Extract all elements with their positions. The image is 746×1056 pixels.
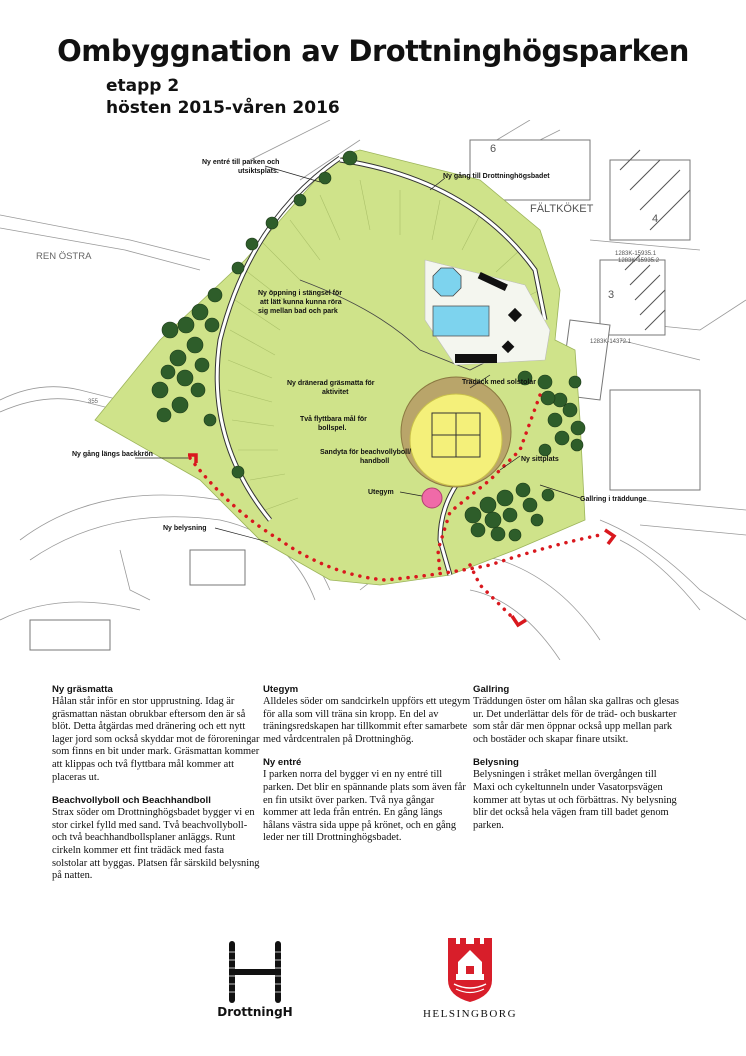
body-entre: I parken norra del bygger vi en ny entré till parken. Det blir en spännande plats som även får en fin utsikt över parken. Två nya gångar kommer att leda från entrén. En gång längs hålans västra sida uppe på krönet, och en gång leder ner till Drottninghögsbadet. [263, 769, 466, 844]
label-ny-gang-badet: Ny gång till Drottninghögsbadet [443, 173, 550, 180]
base-prop1: 1283K-15935.1 [615, 251, 657, 257]
label-oppning-2: att lätt kunna kunna röra [260, 299, 342, 306]
base-num3: 3 [608, 289, 615, 301]
label-oppning-3: sig mellan bad och park [258, 308, 338, 315]
label-sittplats: Ny sittplats [521, 456, 559, 463]
base-prop3: 1283K-14372.1 [590, 339, 632, 345]
subtitle-period: hösten 2015-våren 2016 [106, 98, 340, 118]
label-utegym: Utegym [368, 489, 394, 496]
base-prop2: 1283K-15935.2 [618, 258, 660, 264]
label-sandyta-1: Sandyta för beachvollyboll/ [320, 449, 412, 456]
label-tradack: Trädäck med solstolar [462, 379, 536, 386]
base-ren-ostra: REN ÖSTRA [36, 251, 92, 262]
heading-belysning: Belysning [473, 757, 519, 769]
drottningh-logo-icon [222, 940, 288, 1004]
page-title: Ombyggnation av Drottninghögsparken [57, 34, 689, 68]
label-backkron: Ny gång längs backkrön [72, 451, 153, 458]
text-column-middle [263, 684, 471, 856]
base-faltkoket: FÄLTKÖKET [530, 203, 594, 215]
label-ny-entre-2: utsiktsplats. [238, 168, 279, 175]
pool-building-2 [455, 354, 497, 363]
lighting-end-marker-2 [605, 530, 614, 544]
park-plan-map [0, 120, 746, 660]
label-sandyta-2: handboll [360, 458, 390, 465]
text-column-right [473, 684, 681, 843]
heading-gras: Ny gräsmatta [52, 684, 113, 695]
subtitle-stage: etapp 2 [106, 76, 180, 96]
body-beach: Strax söder om Drottninghögsbadet bygger vi en stor cirkel fylld med sand. Två beachvollyboll- och två beachhandbollsplaner anläggs. Runt cirkeln kommer ett fint trädäck med fasta solstolar att byggas. Platsen får särskild belysning på natten. [52, 807, 260, 882]
label-ny-entre-1: Ny entré till parken och [202, 159, 280, 166]
body-belysning: Belysningen i stråket mellan övergången till Maxi och cykeltunneln under Vasatorpsvägen kommer att bytas ut och förbättras. Ny belysning blir det också hela vägen fram till badet genom parken. [473, 769, 677, 831]
body-utegym: Alldeles söder om sandcirkeln uppförs ett utegym för alla som vill träna sin kropp. En del av träningsredskapen har tillkommit efter samarbete med vårdcentralen på Drottninghög. [263, 696, 471, 745]
swimming-pool [433, 306, 489, 336]
helsingborg-logo-text: HELSINGBORG [422, 1008, 518, 1020]
label-gallring: Gallring i träddunge [580, 496, 647, 503]
heading-gallring: Gallring [473, 684, 510, 695]
drottningh-logo-text: DrottningH [217, 1005, 293, 1019]
heading-utegym: Utegym [263, 684, 299, 695]
label-mal-1: Två flyttbara mål för [300, 416, 367, 423]
base-num4: 4 [652, 213, 659, 225]
pool-octagon [433, 268, 461, 296]
label-belysning: Ny belysning [163, 525, 207, 532]
helsingborg-crest-icon [446, 936, 494, 1004]
outdoor-gym [422, 488, 442, 508]
label-dranerad-1: Ny dränerad gräsmatta för [287, 380, 375, 387]
label-oppning-1: Ny öppning i stängsel för [258, 290, 343, 297]
body-gallring: Träddungen öster om hålan ska gallras och glesas ur. Det underlättar dels för de träd- och buskarter som står där men öppnar också upp mellan park och bostäder och skapar finare utsikt. [473, 696, 679, 745]
heading-beach: Beachvollyboll och Beachhandboll [52, 795, 211, 807]
label-mal-2: bollspel. [318, 425, 347, 432]
base-num355: 355 [88, 399, 99, 405]
base-num6: 6 [490, 143, 497, 155]
label-dranerad-2: aktivitet [322, 389, 349, 396]
heading-entre: Ny entré [263, 757, 302, 769]
body-gras: Hålan står inför en stor upprustning. Idag är gräsmattan nästan obrukbar eftersom den är så blöt. Detta åtgärdas med dränering och ett nytt lager jord som också skyddar mot de föroreningar som finns en bit under mark. Gräsmattan kommer att klippas och två flyttbara mål kommer att placeras ut. [52, 696, 260, 783]
text-column-left [52, 684, 260, 894]
